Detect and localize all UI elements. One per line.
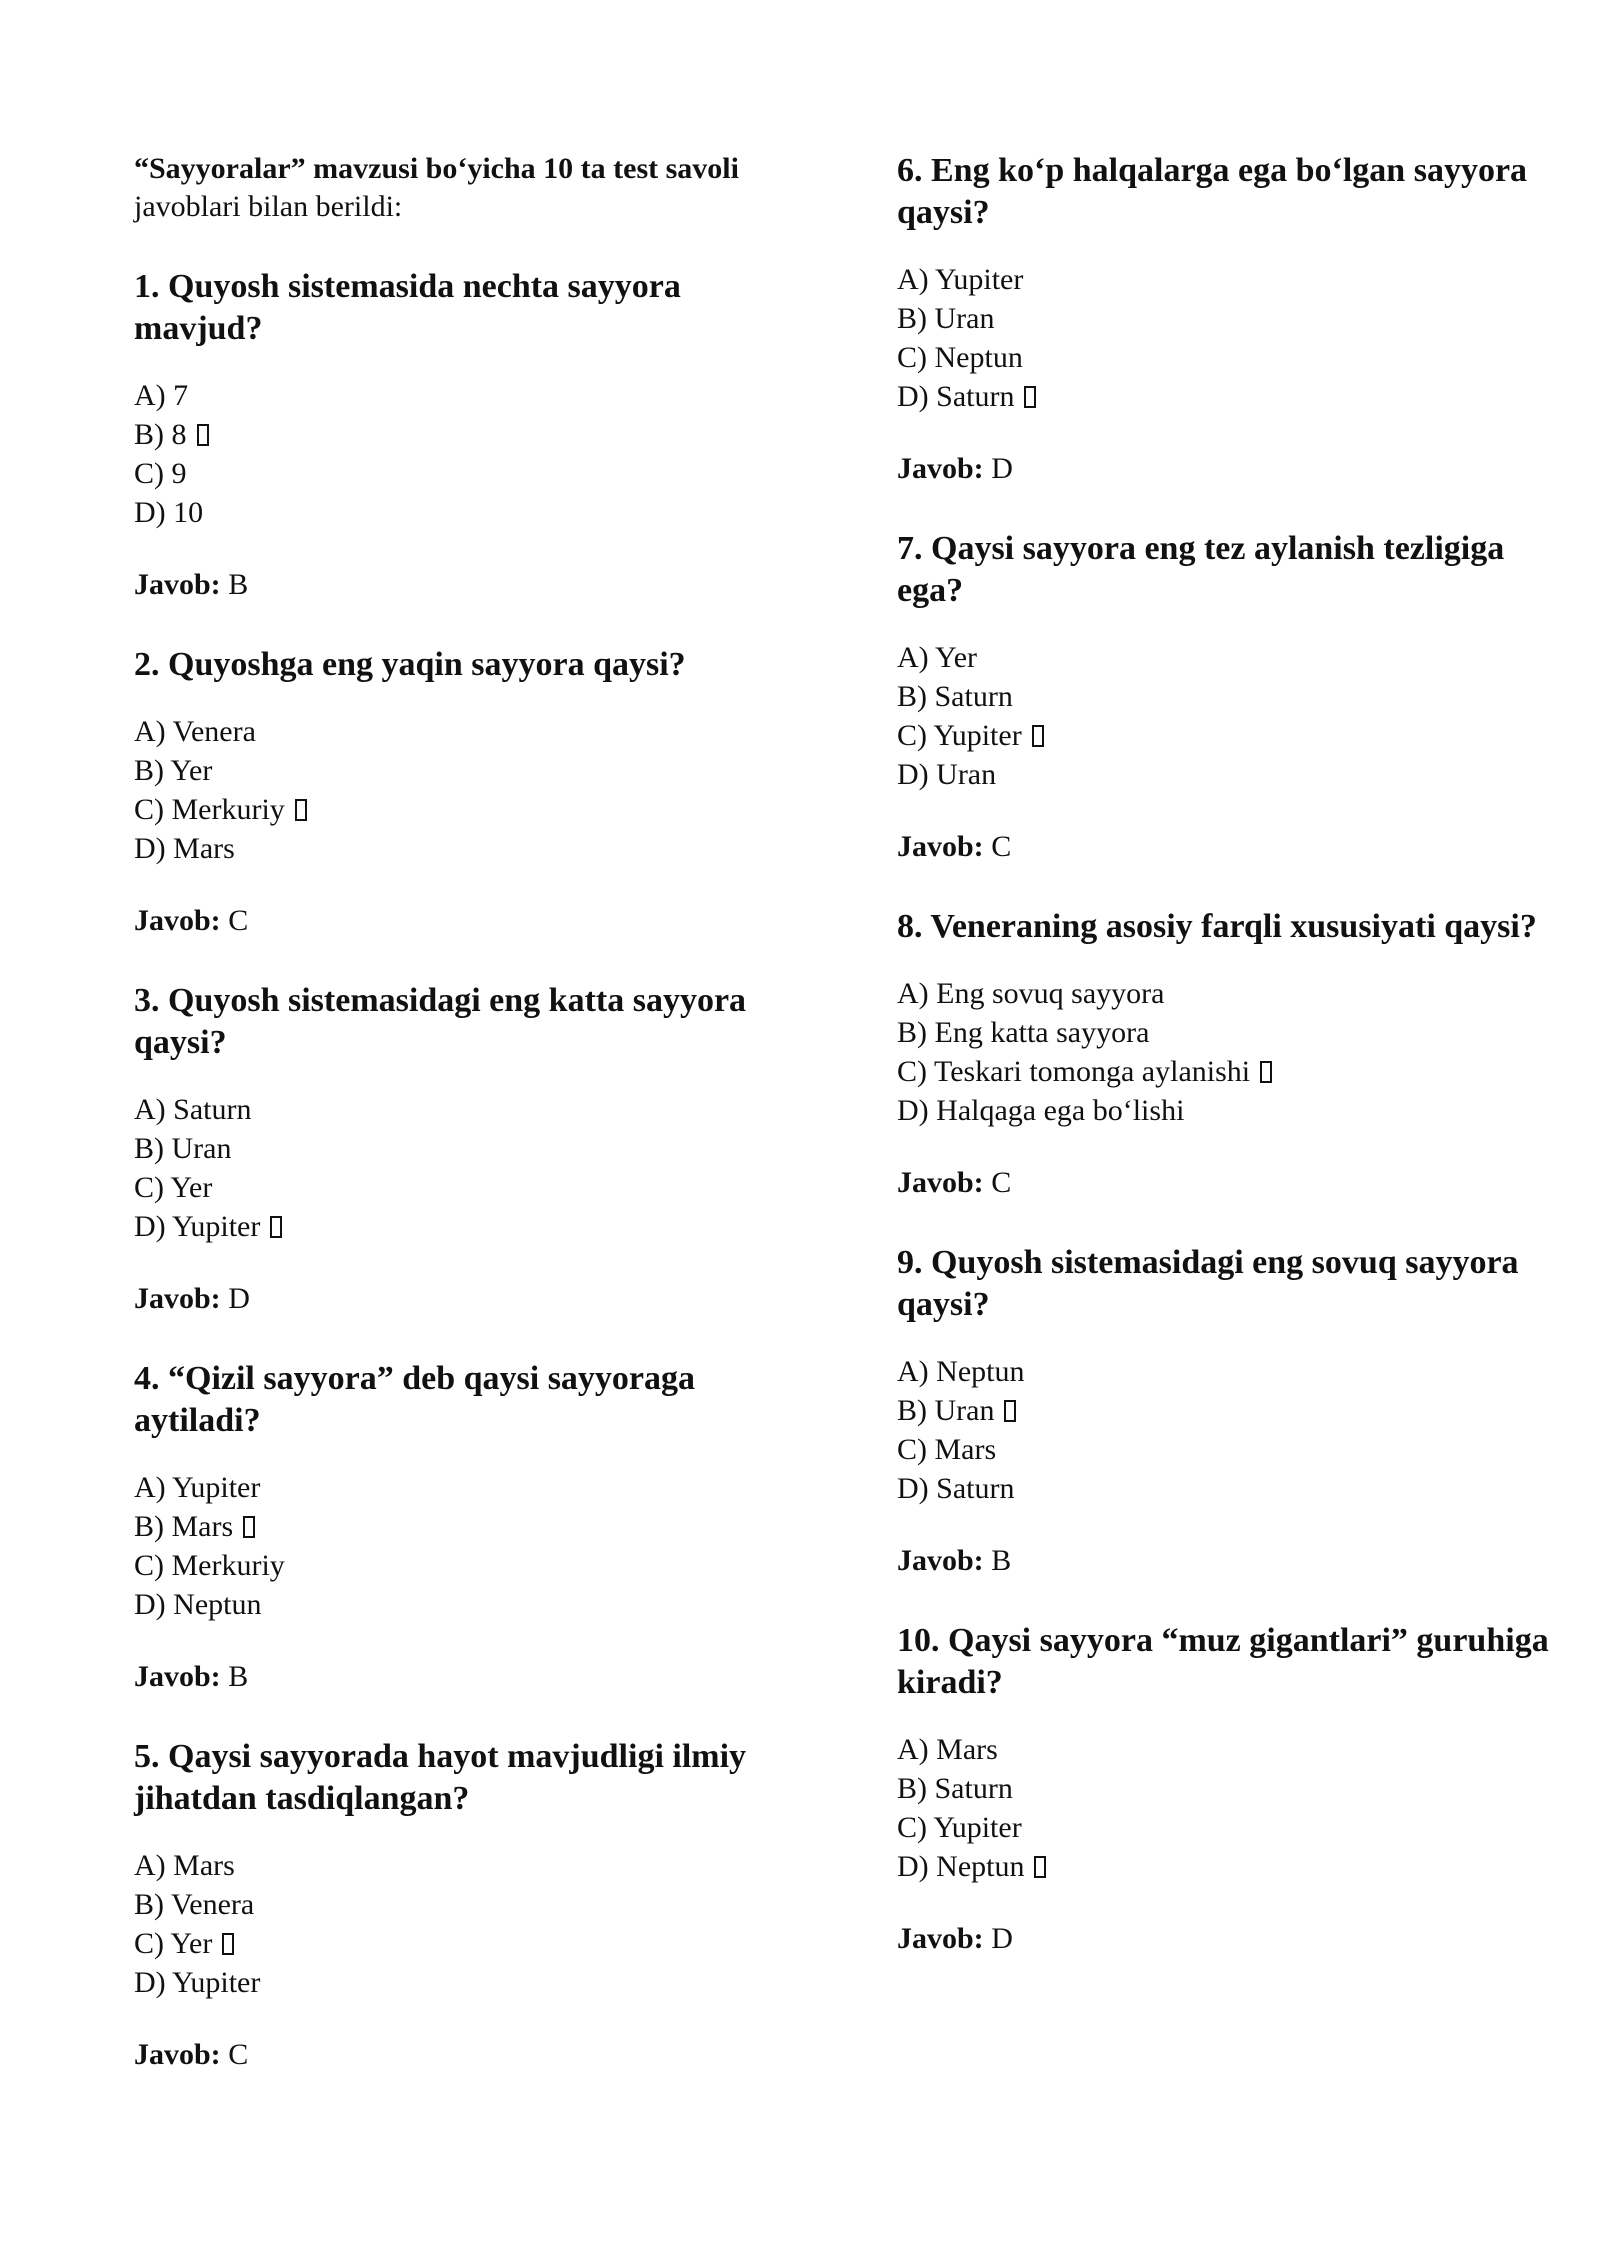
question-title: 3. Quyosh sistemasidagi eng katta sayyora qaysi? [134, 982, 747, 1061]
option-text: B) Venera [134, 1888, 255, 1921]
question-title: 10. Qaysi sayyora “muz gigantlari” guruhiga kiradi? [897, 1622, 1549, 1701]
option-text: B) Eng katta sayyora [897, 1016, 1150, 1049]
option-text: D) Neptun [134, 1588, 262, 1621]
option-a [134, 712, 814, 751]
question-title: 7. Qaysi sayyora eng tez aylanish tezligiga ega? [897, 530, 1505, 609]
option-text: D) 10 [134, 496, 204, 529]
option-text: D) Halqaga ega bo‘lishi [897, 1094, 1185, 1127]
option-c [897, 1052, 1577, 1091]
option-c [897, 1430, 1577, 1469]
answer-value: C [228, 2038, 249, 2071]
question-title: 2. Quyoshga eng yaqin sayyora qaysi? [134, 646, 686, 683]
option-text: A) Venera [134, 715, 256, 748]
options-list [897, 260, 1577, 416]
answer-value: D [228, 1282, 250, 1315]
option-text: B) 8 [134, 418, 187, 451]
question-8 [897, 906, 1577, 1202]
answer-label: Javob: [134, 2038, 221, 2071]
option-text: B) Mars [134, 1510, 234, 1543]
option-d [897, 377, 1577, 416]
answer-label: Javob: [134, 1660, 221, 1693]
option-text: A) Neptun [897, 1355, 1025, 1388]
option-c [134, 454, 814, 493]
option-d [134, 1207, 814, 1246]
answer-value: C [991, 1166, 1012, 1199]
options-list [897, 1352, 1577, 1508]
question-7 [897, 528, 1577, 866]
option-text: A) Yupiter [134, 1471, 261, 1504]
question-1 [134, 266, 814, 604]
option-c [897, 338, 1577, 377]
answer-label: Javob: [897, 452, 984, 485]
answer-line [134, 1280, 814, 1318]
answer-value: C [991, 830, 1012, 863]
option-text: A) Saturn [134, 1093, 252, 1126]
answer-value: B [228, 1660, 249, 1693]
option-b [134, 751, 814, 790]
option-text: C) Yupiter [897, 719, 1022, 752]
option-text: A) Mars [897, 1733, 998, 1766]
checkmark-icon [1034, 1856, 1046, 1878]
answer-value: C [228, 904, 249, 937]
checkmark-icon [295, 799, 307, 821]
option-text: B) Uran [897, 1394, 995, 1427]
options-list [134, 1468, 814, 1624]
answer-value: D [991, 452, 1013, 485]
checkmark-icon [270, 1216, 282, 1238]
checkmark-icon [1260, 1061, 1272, 1083]
option-text: C) Merkuriy [134, 1549, 285, 1582]
question-5 [134, 1736, 814, 2074]
option-a [897, 638, 1577, 677]
option-text: C) Teskari tomonga aylanishi [897, 1055, 1251, 1088]
answer-label: Javob: [134, 1282, 221, 1315]
question-title: 8. Veneraning asosiy farqli xususiyati qaysi? [897, 908, 1537, 945]
answer-line [134, 1658, 814, 1696]
option-d [134, 1585, 814, 1624]
options-list [897, 638, 1577, 794]
option-text: C) Neptun [897, 341, 1023, 374]
option-text: C) 9 [134, 457, 187, 490]
option-text: B) Yer [134, 754, 213, 787]
option-a [134, 376, 814, 415]
options-list [134, 712, 814, 868]
option-b [134, 415, 814, 454]
option-b [897, 1769, 1577, 1808]
answer-label: Javob: [897, 830, 984, 863]
question-6 [897, 150, 1577, 488]
question-title: 4. “Qizil sayyora” deb qaysi sayyoraga aytiladi? [134, 1360, 696, 1439]
answer-label: Javob: [897, 1922, 984, 1955]
option-d [897, 755, 1577, 794]
option-text: A) 7 [134, 379, 189, 412]
option-a [134, 1468, 814, 1507]
option-b [897, 299, 1577, 338]
option-b [134, 1885, 814, 1924]
answer-line [134, 2036, 814, 2074]
option-c [134, 1168, 814, 1207]
option-c [134, 790, 814, 829]
right-column [897, 150, 1577, 1998]
option-text: B) Saturn [897, 680, 1013, 713]
option-c [134, 1924, 814, 1963]
question-2 [134, 644, 814, 940]
question-title: 6. Eng ko‘p halqalarga ega bo‘lgan sayyora qaysi? [897, 152, 1528, 231]
option-a [134, 1090, 814, 1129]
option-text: C) Yer [134, 1927, 213, 1960]
checkmark-icon [197, 424, 209, 446]
options-list [134, 1090, 814, 1246]
answer-line [897, 1542, 1577, 1580]
option-d [134, 493, 814, 532]
option-b [897, 1391, 1577, 1430]
checkmark-icon [1024, 386, 1036, 408]
option-d [134, 829, 814, 868]
option-text: D) Saturn [897, 380, 1015, 413]
option-text: A) Yer [897, 641, 978, 674]
question-4 [134, 1358, 814, 1696]
option-text: C) Yupiter [897, 1811, 1022, 1844]
checkmark-icon [1032, 725, 1044, 747]
option-text: D) Yupiter [134, 1966, 261, 1999]
option-text: B) Uran [897, 302, 995, 335]
answer-line [134, 902, 814, 940]
options-list [897, 1730, 1577, 1886]
answer-label: Javob: [134, 904, 221, 937]
checkmark-icon [1004, 1400, 1016, 1422]
option-d [897, 1091, 1577, 1130]
option-b [134, 1507, 814, 1546]
intro-bold: “Sayyoralar” mavzusi bo‘yicha 10 ta test savoli [134, 152, 739, 185]
intro-rest: javoblari bilan berildi: [134, 190, 403, 223]
checkmark-icon [222, 1933, 234, 1955]
answer-line [134, 566, 814, 604]
option-d [897, 1469, 1577, 1508]
option-b [134, 1129, 814, 1168]
intro-paragraph [134, 150, 814, 226]
option-a [897, 974, 1577, 1013]
answer-value: B [991, 1544, 1012, 1577]
option-text: C) Mars [897, 1433, 997, 1466]
question-title: 5. Qaysi sayyorada hayot mavjudligi ilmiy jihatdan tasdiqlangan? [134, 1738, 747, 1817]
answer-value: B [228, 568, 249, 601]
answer-line [897, 450, 1577, 488]
answer-label: Javob: [134, 568, 221, 601]
option-text: D) Uran [897, 758, 997, 791]
question-3 [134, 980, 814, 1318]
answer-line [897, 828, 1577, 866]
answer-value: D [991, 1922, 1013, 1955]
option-text: D) Saturn [897, 1472, 1015, 1505]
option-text: A) Yupiter [897, 263, 1024, 296]
question-title: 9. Quyosh sistemasidagi eng sovuq sayyora qaysi? [897, 1244, 1519, 1323]
option-c [897, 1808, 1577, 1847]
option-text: C) Yer [134, 1171, 213, 1204]
option-c [134, 1546, 814, 1585]
options-list [134, 376, 814, 532]
option-d [134, 1963, 814, 2002]
option-text: A) Eng sovuq sayyora [897, 977, 1165, 1010]
option-b [897, 1013, 1577, 1052]
options-list [897, 974, 1577, 1130]
answer-line [897, 1164, 1577, 1202]
answer-label: Javob: [897, 1544, 984, 1577]
option-a [134, 1846, 814, 1885]
options-list [134, 1846, 814, 2002]
option-a [897, 1352, 1577, 1391]
left-column [134, 150, 814, 2114]
option-a [897, 1730, 1577, 1769]
option-text: A) Mars [134, 1849, 235, 1882]
option-text: D) Neptun [897, 1850, 1025, 1883]
question-10 [897, 1620, 1577, 1958]
option-text: B) Uran [134, 1132, 232, 1165]
option-b [897, 677, 1577, 716]
option-text: C) Merkuriy [134, 793, 285, 826]
checkmark-icon [243, 1516, 255, 1538]
option-a [897, 260, 1577, 299]
question-title: 1. Quyosh sistemasida nechta sayyora mavjud? [134, 268, 681, 347]
answer-label: Javob: [897, 1166, 984, 1199]
option-text: B) Saturn [897, 1772, 1013, 1805]
question-9 [897, 1242, 1577, 1580]
option-c [897, 716, 1577, 755]
option-text: D) Mars [134, 832, 235, 865]
answer-line [897, 1920, 1577, 1958]
option-d [897, 1847, 1577, 1886]
option-text: D) Yupiter [134, 1210, 261, 1243]
